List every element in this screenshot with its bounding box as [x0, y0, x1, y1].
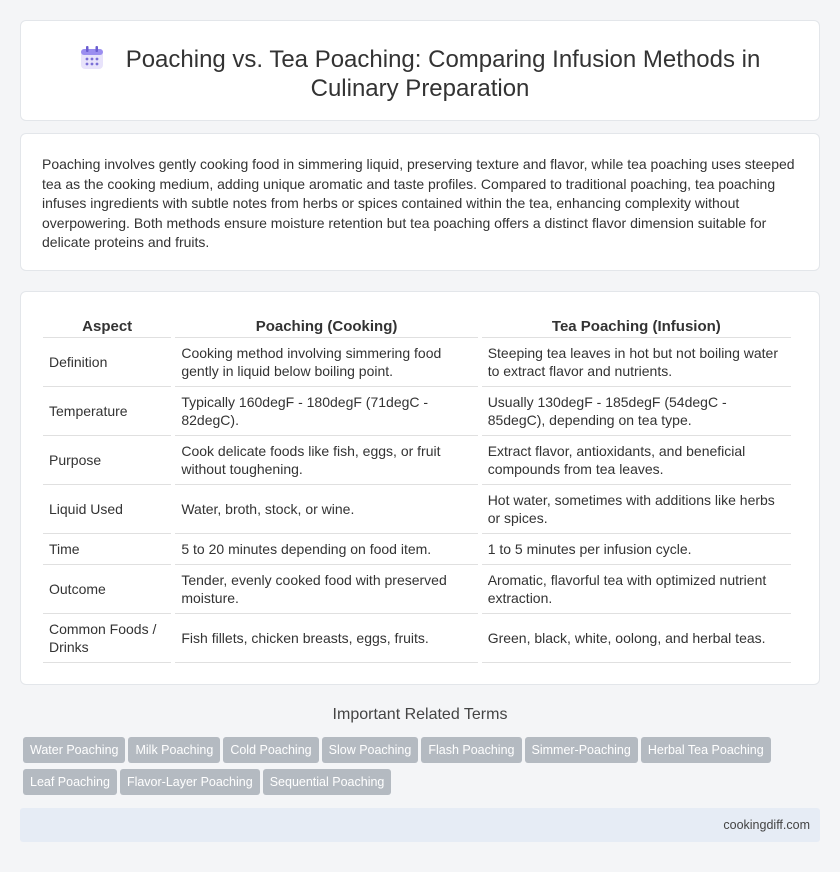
row-tea-poaching: Green, black, white, oolong, and herbal teas.: [482, 614, 791, 663]
table-row: [43, 485, 791, 534]
tag-flavor-layer-poaching[interactable]: Flavor-Layer Poaching: [120, 769, 260, 795]
row-poaching: 5 to 20 minutes depending on food item.: [175, 534, 477, 565]
table-row: [43, 387, 791, 436]
related-terms-tags: [23, 737, 813, 801]
row-tea-poaching: Aromatic, flavorful tea with optimized nutrient extraction.: [482, 565, 791, 614]
table-header-row: [43, 316, 791, 338]
footer-site-link[interactable]: cookingdiff.com: [723, 818, 810, 832]
row-aspect: Liquid Used: [43, 485, 171, 534]
row-tea-poaching: Steeping tea leaves in hot but not boiling water to extract flavor and nutrients.: [482, 338, 791, 387]
row-tea-poaching: Extract flavor, antioxidants, and beneficial compounds from tea leaves.: [482, 436, 791, 485]
comparison-table: [39, 316, 795, 663]
table-row: [43, 436, 791, 485]
row-poaching: Fish fillets, chicken breasts, eggs, fruits.: [175, 614, 477, 663]
table-row: [43, 565, 791, 614]
title-line-1: Poaching vs. Tea Poaching: Comparing Infusion Methods in: [125, 46, 761, 73]
title-card: [20, 20, 820, 121]
tag-water-poaching[interactable]: Water Poaching: [23, 737, 125, 763]
row-poaching: Tender, evenly cooked food with preserved moisture.: [175, 565, 477, 614]
table-row: [43, 338, 791, 387]
tag-cold-poaching[interactable]: Cold Poaching: [223, 737, 318, 763]
row-aspect: Definition: [43, 338, 171, 387]
page-title: [21, 45, 819, 103]
related-terms-title: Important Related Terms: [332, 706, 508, 723]
title-line-2: Culinary Preparation: [310, 75, 530, 102]
row-aspect: Common Foods / Drinks: [43, 614, 171, 663]
tag-sequential-poaching[interactable]: Sequential Poaching: [263, 769, 392, 795]
tag-slow-poaching[interactable]: Slow Poaching: [322, 737, 419, 763]
footer: [20, 808, 820, 842]
comparison-card: [20, 291, 820, 685]
tag-simmer-poaching[interactable]: Simmer-Poaching: [525, 737, 638, 763]
intro-card: [20, 133, 820, 271]
header-aspect: Aspect: [43, 316, 171, 338]
intro-paragraph: Poaching involves gently cooking food in simmering liquid, preserving texture and flavor, while tea poaching uses steeped tea as the cooking medium, adding unique aromatic and taste profiles. Compared to traditional poaching, tea poaching infuses ingredients with subtle notes from herbs or spices contained within the tea, enhancing complexity without overpowering. Both methods ensure moisture retention but tea poaching offers a distinct flavor dimension suitable for delicate proteins and fruits.: [42, 156, 795, 250]
calendar-icon: [80, 46, 104, 70]
row-tea-poaching: 1 to 5 minutes per infusion cycle.: [482, 534, 791, 565]
header-poaching: Poaching (Cooking): [175, 316, 477, 338]
header-tea-poaching: Tea Poaching (Infusion): [482, 316, 791, 338]
tag-herbal-tea-poaching[interactable]: Herbal Tea Poaching: [641, 737, 771, 763]
table-row: [43, 614, 791, 663]
row-tea-poaching: Hot water, sometimes with additions like herbs or spices.: [482, 485, 791, 534]
row-poaching: Cook delicate foods like fish, eggs, or fruit without toughening.: [175, 436, 477, 485]
row-aspect: Outcome: [43, 565, 171, 614]
row-poaching: Cooking method involving simmering food gently in liquid below boiling point.: [175, 338, 477, 387]
tag-milk-poaching[interactable]: Milk Poaching: [128, 737, 220, 763]
row-aspect: Purpose: [43, 436, 171, 485]
row-poaching: Typically 160degF - 180degF (71degC - 82degC).: [175, 387, 477, 436]
row-poaching: Water, broth, stock, or wine.: [175, 485, 477, 534]
row-tea-poaching: Usually 130degF - 185degF (54degC - 85degC), depending on tea type.: [482, 387, 791, 436]
tag-leaf-poaching[interactable]: Leaf Poaching: [23, 769, 117, 795]
tag-flash-poaching[interactable]: Flash Poaching: [421, 737, 521, 763]
row-aspect: Time: [43, 534, 171, 565]
row-aspect: Temperature: [43, 387, 171, 436]
table-row: [43, 534, 791, 565]
